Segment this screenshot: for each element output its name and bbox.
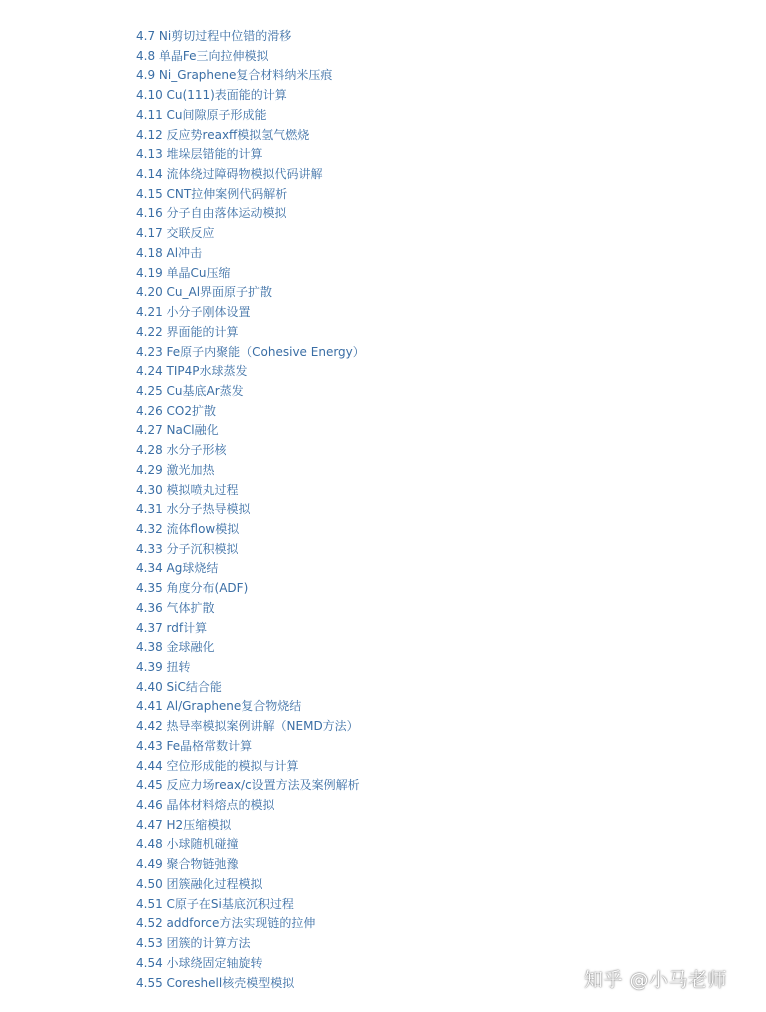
toc-item-4-23[interactable]: 4.23 Fe原子内聚能（Cohesive Energy） [136,344,365,359]
toc-item-4-33[interactable]: 4.33 分子沉积模拟 [136,541,239,556]
toc-item-4-40[interactable]: 4.40 SiC结合能 [136,679,222,694]
toc-item-4-34[interactable]: 4.34 Ag球烧结 [136,561,219,576]
toc-item-4-10[interactable]: 4.10 Cu(111)表面能的计算 [136,88,287,103]
toc-item-4-27[interactable]: 4.27 NaCl融化 [136,423,219,438]
toc-item-4-18[interactable]: 4.18 Al冲击 [136,245,203,260]
toc-item-4-9[interactable]: 4.9 Ni_Graphene复合材料纳米压痕 [136,68,333,83]
toc-item-4-11[interactable]: 4.11 Cu间隙原子形成能 [136,107,267,122]
toc-item-4-38[interactable]: 4.38 金球融化 [136,640,215,655]
toc-item-4-21[interactable]: 4.21 小分子刚体设置 [136,305,251,320]
toc-item-4-24[interactable]: 4.24 TIP4P水球蒸发 [136,364,248,379]
toc-item-4-7[interactable]: 4.7 Ni剪切过程中位错的滑移 [136,29,292,43]
toc-item-4-31[interactable]: 4.31 水分子热导模拟 [136,502,251,517]
toc-item-4-13[interactable]: 4.13 堆垛层错能的计算 [136,147,263,162]
toc-item-4-48[interactable]: 4.48 小球随机碰撞 [136,837,239,852]
toc-item-4-37[interactable]: 4.37 rdf计算 [136,620,208,635]
toc-item-4-41[interactable]: 4.41 Al/Graphene复合物烧结 [136,699,302,714]
toc-item-4-42[interactable]: 4.42 热导率模拟案例讲解（NEMD方法） [136,719,359,734]
toc-item-4-29[interactable]: 4.29 激光加热 [136,462,215,477]
zhihu-watermark: 知乎 @小马老师 [584,969,728,991]
toc-item-4-53[interactable]: 4.53 团簇的计算方法 [136,936,251,951]
toc-item-4-35[interactable]: 4.35 角度分布(ADF) [136,581,249,596]
toc-item-4-8[interactable]: 4.8 单晶Fe三向拉伸模拟 [136,48,269,63]
toc-item-4-55[interactable]: 4.55 Coreshell核壳模型模拟 [136,975,295,990]
table-of-contents [136,27,365,993]
toc-item-4-30[interactable]: 4.30 模拟喷丸过程 [136,482,239,497]
toc-item-4-47[interactable]: 4.47 H2压缩模拟 [136,817,232,832]
toc-item-4-52[interactable]: 4.52 addforce方法实现链的拉伸 [136,916,316,931]
toc-item-4-44[interactable]: 4.44 空位形成能的模拟与计算 [136,758,299,773]
toc-item-4-49[interactable]: 4.49 聚合物链弛豫 [136,857,239,872]
toc-item-4-46[interactable]: 4.46 晶体材料熔点的模拟 [136,798,275,813]
toc-item-4-15[interactable]: 4.15 CNT拉伸案例代码解析 [136,186,288,201]
toc-item-4-17[interactable]: 4.17 交联反应 [136,226,215,241]
toc-item-4-19[interactable]: 4.19 单晶Cu压缩 [136,265,231,280]
toc-item-4-26[interactable]: 4.26 CO2扩散 [136,403,216,418]
toc-item-4-22[interactable]: 4.22 界面能的计算 [136,324,239,339]
toc-item-4-51[interactable]: 4.51 C原子在Si基底沉积过程 [136,896,294,911]
toc-item-4-36[interactable]: 4.36 气体扩散 [136,600,215,615]
toc-item-4-54[interactable]: 4.54 小球绕固定轴旋转 [136,955,263,970]
toc-item-4-32[interactable]: 4.32 流体flow模拟 [136,521,240,536]
toc-item-4-20[interactable]: 4.20 Cu_Al界面原子扩散 [136,285,273,300]
toc-item-4-16[interactable]: 4.16 分子自由落体运动模拟 [136,206,287,221]
toc-item-4-50[interactable]: 4.50 团簇融化过程模拟 [136,876,263,891]
toc-item-4-25[interactable]: 4.25 Cu基底Ar蒸发 [136,383,244,398]
toc-item-4-28[interactable]: 4.28 水分子形核 [136,443,227,458]
toc-item-4-39[interactable]: 4.39 扭转 [136,660,191,674]
toc-item-4-14[interactable]: 4.14 流体绕过障碍物模拟代码讲解 [136,167,323,182]
toc-item-4-45[interactable]: 4.45 反应力场reax/c设置方法及案例解析 [136,778,360,793]
toc-item-4-12[interactable]: 4.12 反应势reaxff模拟氢气燃烧 [136,127,310,142]
toc-item-4-43[interactable]: 4.43 Fe晶格常数计算 [136,738,253,753]
